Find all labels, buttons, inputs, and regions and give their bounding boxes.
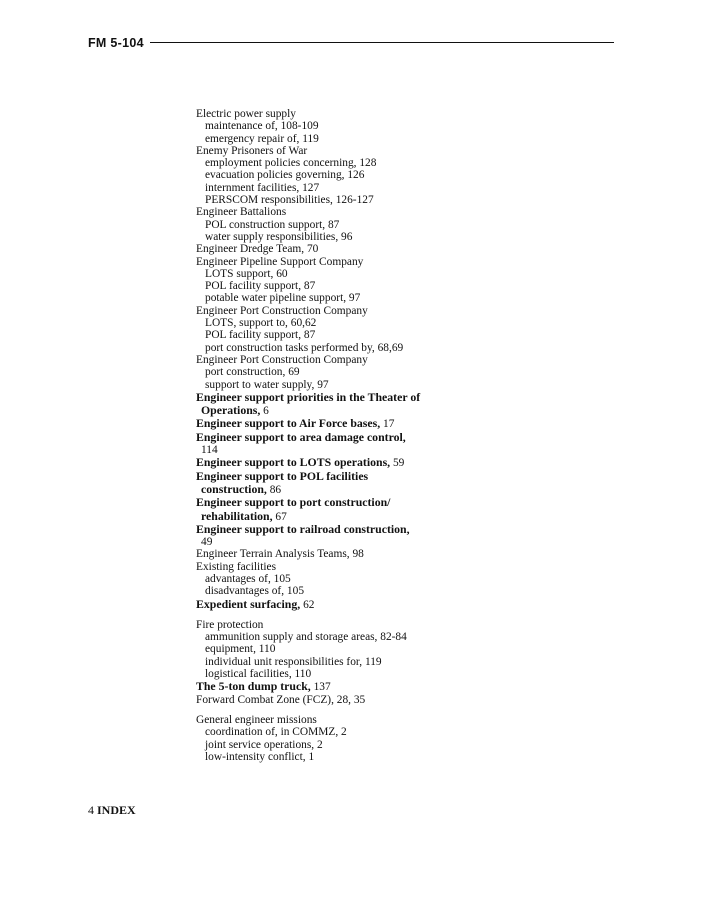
index-entry bbox=[196, 256, 496, 268]
index-entry bbox=[196, 751, 496, 763]
index-entry-text: 114 bbox=[201, 444, 218, 457]
index-entry bbox=[196, 656, 496, 668]
index-entry bbox=[196, 145, 496, 157]
index-entry bbox=[196, 431, 496, 444]
index-entry-text: low-intensity conflict, 1 bbox=[205, 750, 315, 763]
index-entry-text: Fire protection bbox=[196, 618, 264, 631]
page-header bbox=[88, 36, 614, 52]
index-entry bbox=[196, 391, 496, 404]
index-entry bbox=[196, 243, 496, 255]
manual-id: FM 5-104 bbox=[88, 36, 144, 50]
index-entry-text: internment facilities, 127 bbox=[205, 181, 320, 194]
index-entry-text: LOTS, support to, 60,62 bbox=[205, 317, 317, 330]
index-entry-text: disadvantages of, 105 bbox=[205, 585, 305, 598]
index-entry-text: POL facility support, 87 bbox=[205, 280, 316, 293]
index-entry-text: equipment, 110 bbox=[205, 643, 276, 656]
index-entry-page: 67 bbox=[272, 510, 287, 523]
index-entry bbox=[196, 523, 496, 536]
index-entry-text: LOTS support, 60 bbox=[205, 267, 288, 280]
index-entry bbox=[196, 573, 496, 585]
index-entry-text: The 5-ton dump truck, bbox=[196, 679, 311, 694]
index-entry bbox=[196, 206, 496, 218]
index-entry bbox=[196, 292, 496, 304]
index-entry-text: POL facility support, 87 bbox=[205, 329, 316, 342]
index-entry bbox=[196, 714, 496, 726]
index-entry-text: Existing facilities bbox=[196, 560, 277, 573]
index-entry-text: POL construction support, 87 bbox=[205, 218, 340, 231]
index-entry-page: 6 bbox=[260, 405, 269, 418]
index-entry bbox=[196, 726, 496, 738]
index-entry-page: 17 bbox=[380, 418, 395, 431]
index-entry-text: Forward Combat Zone (FCZ), 28, 35 bbox=[196, 693, 366, 706]
index-entry-page: 86 bbox=[266, 483, 282, 496]
index-entry-text: Expedient surfacing, bbox=[196, 596, 301, 611]
index-entry-text: Engineer support to POL facilities bbox=[196, 468, 369, 483]
index-entry-text: Engineer support to port construction/ bbox=[196, 495, 391, 510]
index-entry bbox=[196, 342, 496, 354]
index-entry bbox=[196, 561, 496, 573]
index-entry bbox=[196, 219, 496, 231]
header-rule bbox=[150, 42, 614, 43]
index-entry bbox=[196, 182, 496, 194]
index-gap bbox=[196, 611, 496, 619]
index-entry bbox=[196, 133, 496, 145]
index-entry-text: Engineer Terrain Analysis Teams, 98 bbox=[196, 548, 364, 561]
index-entry-text: joint service operations, 2 bbox=[205, 738, 323, 751]
index-entry-text: individual unit responsibilities for, 119 bbox=[205, 655, 382, 668]
index-entry-text: Engineer support priorities in the Theater of bbox=[196, 389, 421, 404]
index-entry bbox=[196, 280, 496, 292]
index-entry bbox=[196, 169, 496, 181]
index-entry bbox=[196, 631, 496, 643]
index-entry bbox=[196, 470, 496, 483]
index-entry-text: evacuation policies governing, 126 bbox=[205, 169, 365, 182]
index-entry-text: water supply responsibilities, 96 bbox=[205, 230, 353, 243]
index-entry bbox=[196, 231, 496, 243]
index-entry bbox=[196, 536, 496, 548]
index-entry-text: logistical facilities, 110 bbox=[205, 668, 312, 681]
index-entry-text: Engineer Port Construction Company bbox=[196, 353, 368, 366]
index-entry bbox=[196, 194, 496, 206]
index-entry bbox=[196, 456, 496, 469]
index-entry-page: 62 bbox=[300, 598, 315, 611]
index-entry-text: PERSCOM responsibilities, 126-127 bbox=[205, 194, 374, 207]
index-entry bbox=[196, 548, 496, 560]
index-entry-text: Engineer support to railroad construction, bbox=[196, 521, 410, 536]
index-entry-text: coordination of, in COMMZ, 2 bbox=[205, 726, 347, 739]
index-entry bbox=[196, 643, 496, 655]
index-list bbox=[196, 108, 496, 763]
index-entry-text: emergency repair of, 119 bbox=[205, 132, 319, 145]
index-entry-text: maintenance of, 108-109 bbox=[205, 120, 319, 133]
index-entry-text: Operations, bbox=[201, 403, 261, 418]
index-entry bbox=[196, 483, 496, 496]
index-entry-text: port construction tasks performed by, 68,69 bbox=[205, 341, 404, 354]
index-entry bbox=[196, 694, 496, 706]
index-entry bbox=[196, 598, 496, 611]
index-entry bbox=[196, 317, 496, 329]
index-entry-page: 137 bbox=[310, 681, 331, 694]
index-entry-text: Engineer Battalions bbox=[196, 206, 287, 219]
index-entry-text: General engineer missions bbox=[196, 713, 317, 726]
index-entry-text: ammunition supply and storage areas, 82-84 bbox=[205, 631, 407, 644]
index-entry-text: employment policies concerning, 128 bbox=[205, 157, 377, 170]
index-entry bbox=[196, 417, 496, 430]
index-entry-text: support to water supply, 97 bbox=[205, 378, 329, 391]
index-entry bbox=[196, 680, 496, 693]
index-entry-page: 59 bbox=[390, 457, 405, 470]
index-entry-text: Engineer Port Construction Company bbox=[196, 304, 368, 317]
index-entry bbox=[196, 120, 496, 132]
index-entry-text: Engineer support to area damage control, bbox=[196, 429, 406, 444]
index-entry bbox=[196, 619, 496, 631]
index-entry bbox=[196, 329, 496, 341]
index-entry bbox=[196, 366, 496, 378]
index-entry bbox=[196, 108, 496, 120]
index-entry-text: 49 bbox=[201, 536, 213, 549]
index-entry bbox=[196, 496, 496, 509]
index-entry bbox=[196, 157, 496, 169]
index-entry bbox=[196, 404, 496, 417]
index-entry-text: advantages of, 105 bbox=[205, 572, 291, 585]
page-number: 4 bbox=[88, 803, 94, 817]
index-entry bbox=[196, 510, 496, 523]
index-gap bbox=[196, 706, 496, 714]
index-entry bbox=[196, 305, 496, 317]
index-entry-text: construction, bbox=[201, 481, 267, 496]
index-entry bbox=[196, 268, 496, 280]
section-label: INDEX bbox=[97, 803, 136, 817]
index-entry-text: Engineer Pipeline Support Company bbox=[196, 255, 364, 268]
page-footer bbox=[88, 803, 136, 818]
index-entry-text: Engineer Dredge Team, 70 bbox=[196, 243, 319, 256]
index-entry-text: rehabilitation, bbox=[201, 508, 273, 523]
index-entry-text: Electric power supply bbox=[196, 108, 296, 120]
index-entry-text: Engineer support to LOTS operations, bbox=[196, 455, 391, 470]
index-entry bbox=[196, 739, 496, 751]
index-entry-text: Enemy Prisoners of War bbox=[196, 144, 308, 157]
index-entry bbox=[196, 354, 496, 366]
index-entry-text: potable water pipeline support, 97 bbox=[205, 292, 361, 305]
index-entry-text: Engineer support to Air Force bases, bbox=[196, 416, 381, 431]
index-entry-text: port construction, 69 bbox=[205, 366, 300, 379]
